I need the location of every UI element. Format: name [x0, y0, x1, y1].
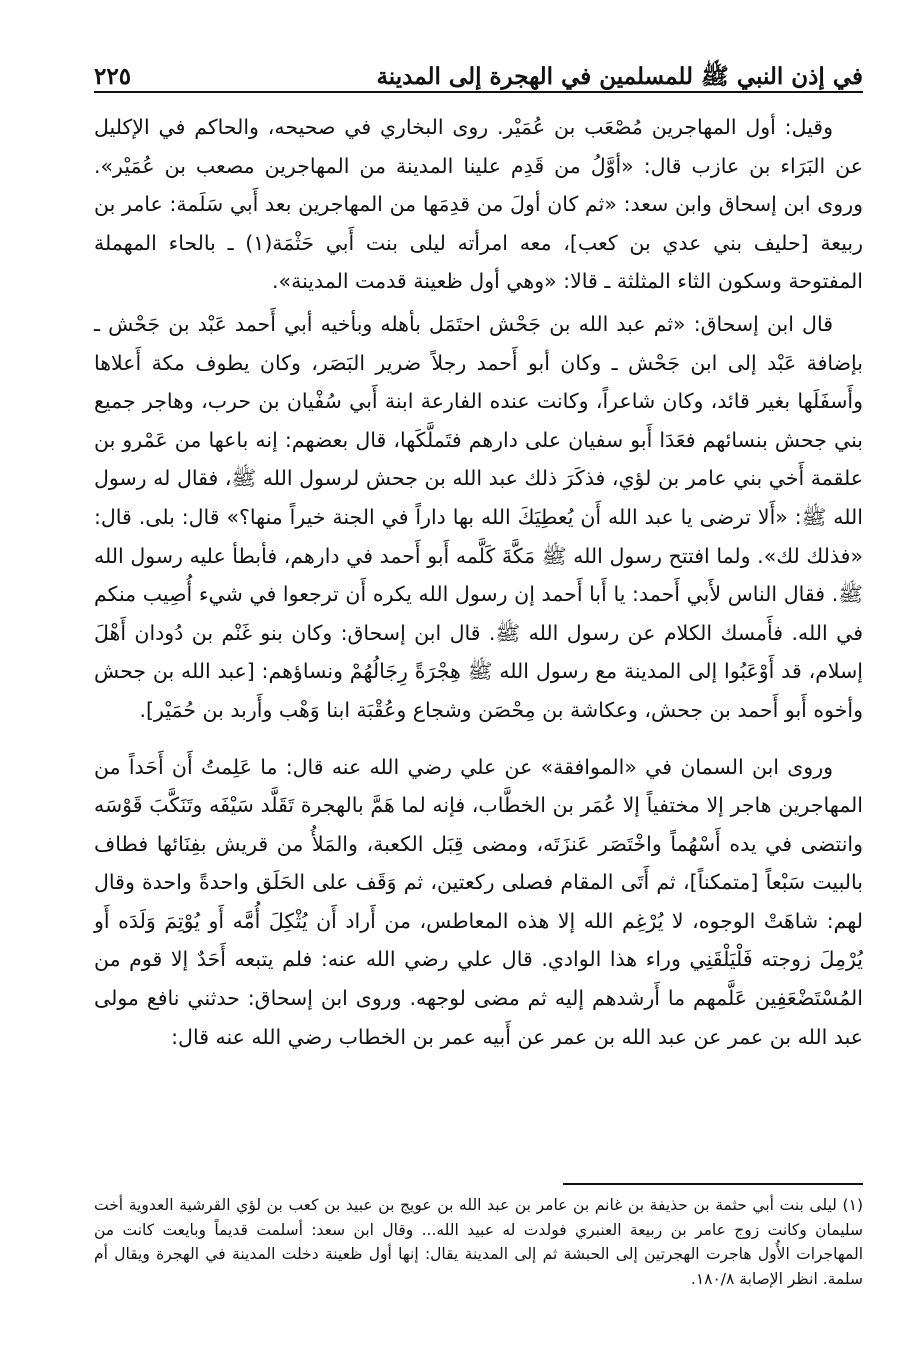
- running-title: في إذن النبي ﷺ للمسلمين في الهجرة إلى المدينة: [376, 63, 863, 90]
- header-rule: [94, 91, 863, 93]
- paragraph: قال ابن إسحاق: «ثم عبد الله بن جَحْش احتَمَل بأهله وبأخيه أبي أَحمد عَبْد بن جَحْش ـ بإضافة عَبْد إلى ابن جَحْش ـ وكان أبو أَحمد رجلاً ضرير البَصَر، وكان يطوف مكة أَعلاها وأَسفَلَها بغير قائد، وكان شاعراً، وكانت عنده الفارعة ابنة أَبي سُفْيان بن حرب، وهاجر جميع بني جحش بنسائهم فعَدَا أَبو سفيان على دارهم فتَملَّكَها، قال بعضهم: إنه باعها من عَمْرو بن علقمة أَخي بني عامر بن لؤي، فذكَرَ ذلك عبد الله بن جحش لرسول الله ﷺ، فقال له رسول الله ﷺ: «أَلا ترضى يا عبد الله أَن يُعطِيَكَ الله بها داراً في الجنة خيراً منها؟» قال: بلى. قال: «فذلك لك». ولما افتتح رسول الله ﷺ مَكَّةَ كَلَّمه أَبو أَحمد في دارهم، فأبطأ عليه رسول الله ﷺ. فقال الناس لأَبي أَحمد: يا أَبا أَحمد إن رسول الله يكره أَن ترجعوا في شيء أُصِيب منكم في الله. فأَمسك الكلام عن رسول الله ﷺ. قال ابن إسحاق: وكان بنو غَنْم بن دُودان أَهْلَ إسلام، قد أَوْعَبُوا إلى المدينة مع رسول الله ﷺ هِجْرَةً رِجَالُهُمْ ونساؤهم: [عبد الله بن جحش وأخوه أَبو أَحمد بن جحش، وعكاشة بن مِحْصَن وشجاع وعُقْبَة ابنا وَهْب وأَربد بن حُمَيْر].: [94, 311, 863, 722]
- paragraph: وروى ابن السمان في «الموافقة» عن علي رضي الله عنه قال: ما عَلِمتُ أَن أَحَداً من المهاجرين هاجر إلا مختفياً إلا عُمَر بن الخطَّاب، فإنه لما هَمَّ بالهجرة تَقَلَّد سَيْفَه وتَنَكَّبَ قَوْسَه وانتضى في يده أَسْهُماً واخْتَصَر عَنزَتَه، ومضى قِبَل الكعبة، والمَلأُ من قريش بفِنَائها فطاف بالبيت سَبْعاً [متمكناً]، ثم أَتَى المقام فصلى ركعتين، ثم وَقَف على الحَلَق واحدةً واحدة وقال لهم: شاهَتْ الوجوه، لا يُرْغِم الله إلا هذه المعاطس، من أَراد أَن يُثْكِلَ أُمَّه أَو يُوْتِمَ وَلَدَه أَو يُرْمِلَ زوجته فَلْيَلْقَنِي وراء هذا الوادي. قال علي رضي الله عنه: فلم يتبعه أَحَدٌ إلا قوم من المُسْتَضْعَفِين عَلَّمهم ما أَرشدهم إليه ثم مضى لوجهه. وروى ابن إسحاق: حدثني نافع مولى عبد الله بن عمر عن عبد الله بن عمر عن أَبيه عمر بن الخطاب رضي الله عنه قال:: [94, 754, 863, 1049]
- main-text: [94, 108, 863, 1056]
- running-header: [94, 52, 863, 92]
- footnote-rule: [563, 1183, 863, 1185]
- paragraph: وقيل: أول المهاجرين مُصْعَب بن عُمَيْر. روى البخاري في صحيحه، والحاكم في الإكليل عن البَرَاء بن عازب قال: «أوَّلُ من قَدِم علينا المدينة من المهاجرين مصعب بن عُمَيْر». وروى ابن إسحاق وابن سعد: «ثم كان أولَ من قدِمَها من المهاجرين بعد أَبي سَلَمة: عامر بن ربيعة [حليف بني عدي بن كعب]، معه امرأته ليلى بنت أَبي حَثْمَة(١) ـ بالحاء المهملة المفتوحة وسكون الثاء المثلثة ـ قالا: «وهي أول ظعينة قدمت المدينة».: [94, 115, 863, 294]
- page-number: ٢٢٥: [94, 63, 132, 90]
- footnote: [94, 1193, 863, 1291]
- footnote-text: (١) ليلى بنت أبي حثمة بن حذيفة بن غانم بن عامر بن عبد الله بن عويج بن عبيد بن كعب بن لؤي القرشية العدوية أخت سليمان وكانت زوج عامر بن ربيعة العنبري فولدت له عبيد الله... وقال ابن سعد: أسلمت قديماً وبايعت كانت من المهاجرات الأُول هاجرت الهجرتين إلى الحبشة ثم إلى المدينة يقال: إنها أول ظعينة دخلت المدينة في الهجرة ويقال أم سلمة. انظر الإصابة ١٨٠/٨.: [94, 1196, 863, 1288]
